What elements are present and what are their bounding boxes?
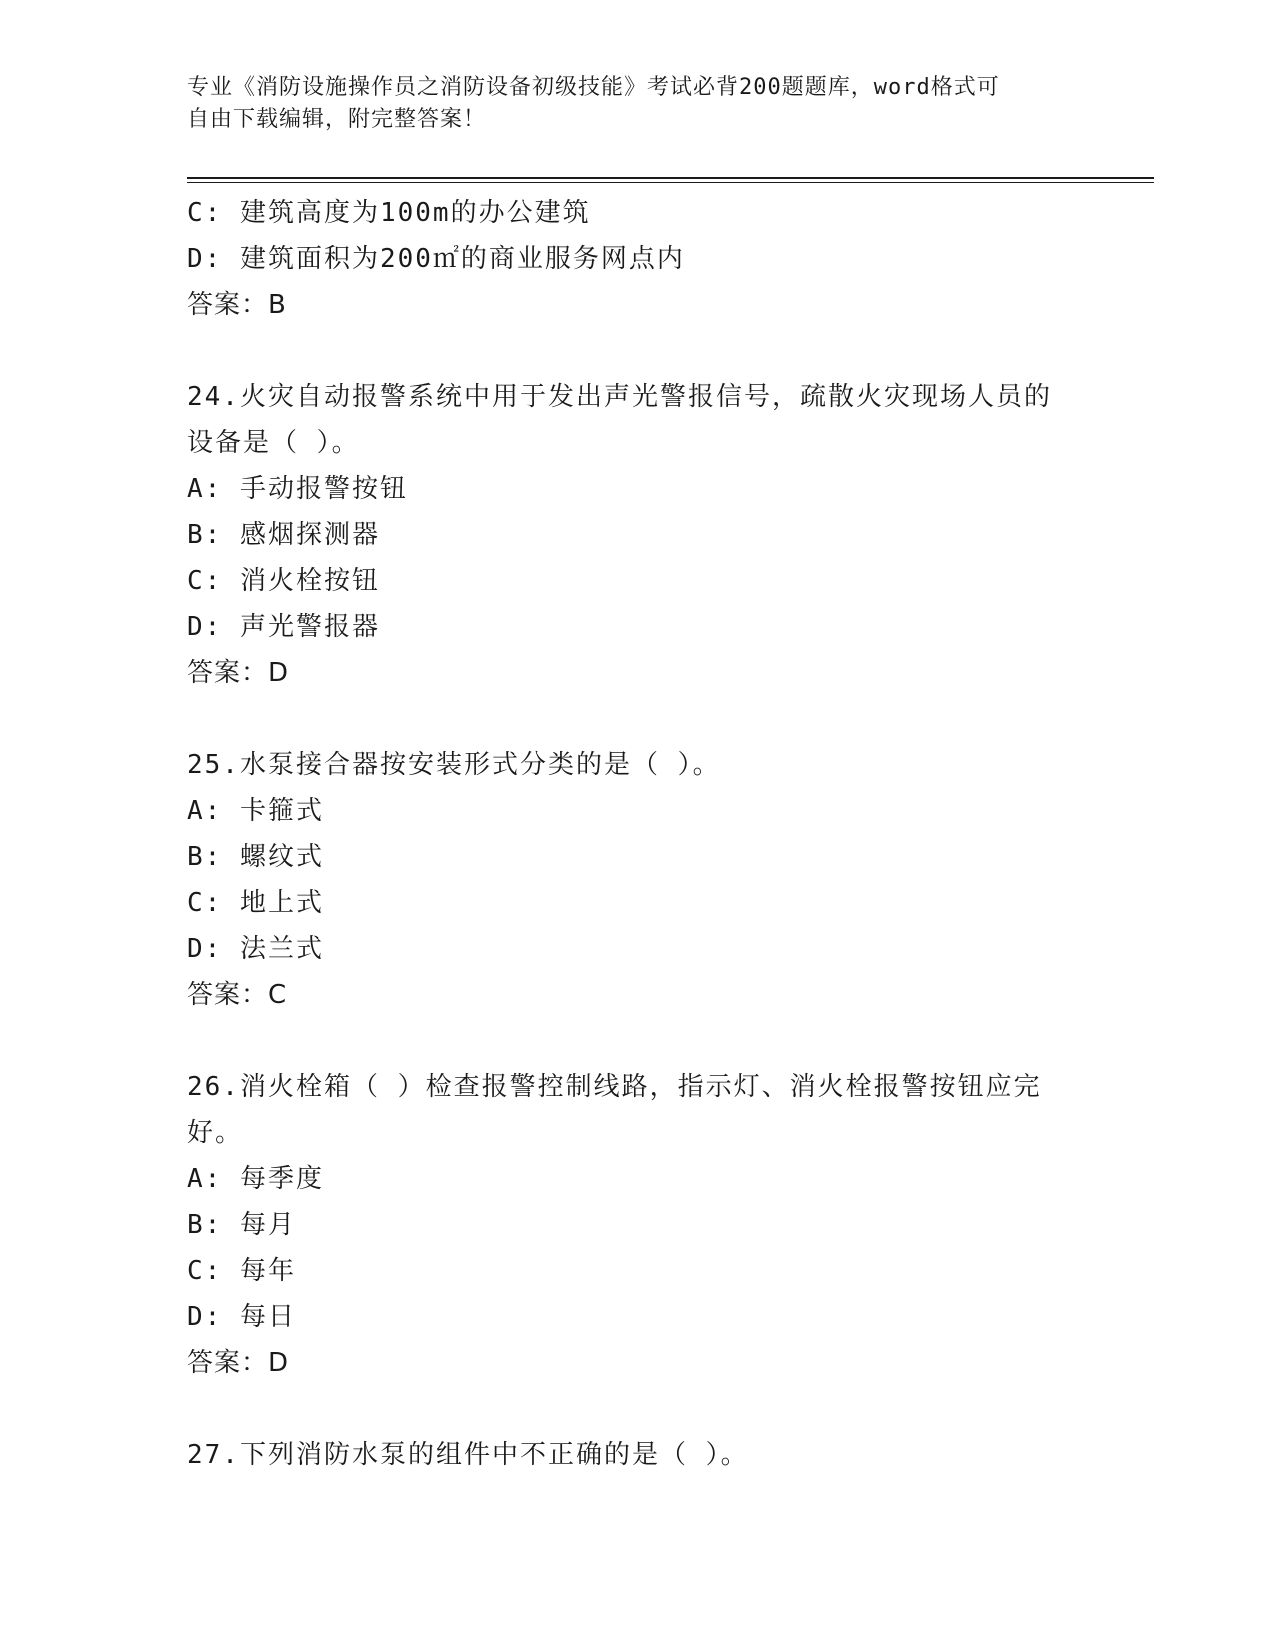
option-c: C: 地上式 (187, 888, 324, 918)
page-header (187, 72, 1067, 136)
question-stem (187, 742, 1077, 788)
option-a: A: 每季度 (187, 1164, 324, 1194)
header-line-1: 专业《消防设施操作员之消防设备初级技能》考试必背200题题库，word格式可 (187, 75, 1000, 100)
option-c: C: 建筑高度为100m的办公建筑 (187, 198, 591, 228)
answer: 答案：D (187, 1348, 290, 1378)
exam-content (187, 190, 1087, 1478)
question-27 (187, 1432, 1087, 1478)
question-stem-line-1: 27.下列消防水泵的组件中不正确的是（ ）。 (187, 1440, 749, 1470)
question-stem-line-1: 24.火灾自动报警系统中用于发出声光警报信号，疏散火灾现场人员的 (187, 382, 1052, 412)
answer: 答案：B (187, 290, 287, 320)
question-stem-line-2: 好。 (187, 1118, 244, 1148)
option-a: A: 卡箍式 (187, 796, 324, 826)
option-d: D: 建筑面积为200㎡的商业服务网点内 (187, 244, 685, 274)
option-b: B: 每月 (187, 1210, 296, 1240)
question-stem-line-1: 25.水泵接合器按安装形式分类的是（ ）。 (187, 750, 721, 780)
question-26 (187, 1064, 1087, 1386)
option-c: C: 每年 (187, 1256, 296, 1286)
option-d: D: 法兰式 (187, 934, 324, 964)
option-b: B: 感烟探测器 (187, 520, 380, 550)
header-divider-thick (187, 177, 1154, 179)
question-25 (187, 742, 1087, 1018)
answer: 答案：D (187, 658, 290, 688)
question-stem (187, 1064, 1077, 1156)
option-d: D: 每日 (187, 1302, 296, 1332)
question-stem-line-1: 26.消火栓箱（ ）检查报警控制线路，指示灯、消火栓报警按钮应完 (187, 1072, 1042, 1102)
option-b: B: 螺纹式 (187, 842, 324, 872)
question-stem (187, 1432, 1077, 1478)
option-c: C: 消火栓按钮 (187, 566, 380, 596)
header-line-2: 自由下载编辑，附完整答案！ (187, 107, 487, 132)
question-stem (187, 374, 1077, 466)
option-a: A: 手动报警按钮 (187, 474, 408, 504)
question-24 (187, 374, 1087, 696)
question-23-continued (187, 190, 1087, 328)
question-stem-line-2: 设备是（ ）。 (187, 428, 360, 458)
option-d: D: 声光警报器 (187, 612, 380, 642)
header-divider-thin (187, 182, 1154, 183)
answer: 答案：C (187, 980, 288, 1010)
